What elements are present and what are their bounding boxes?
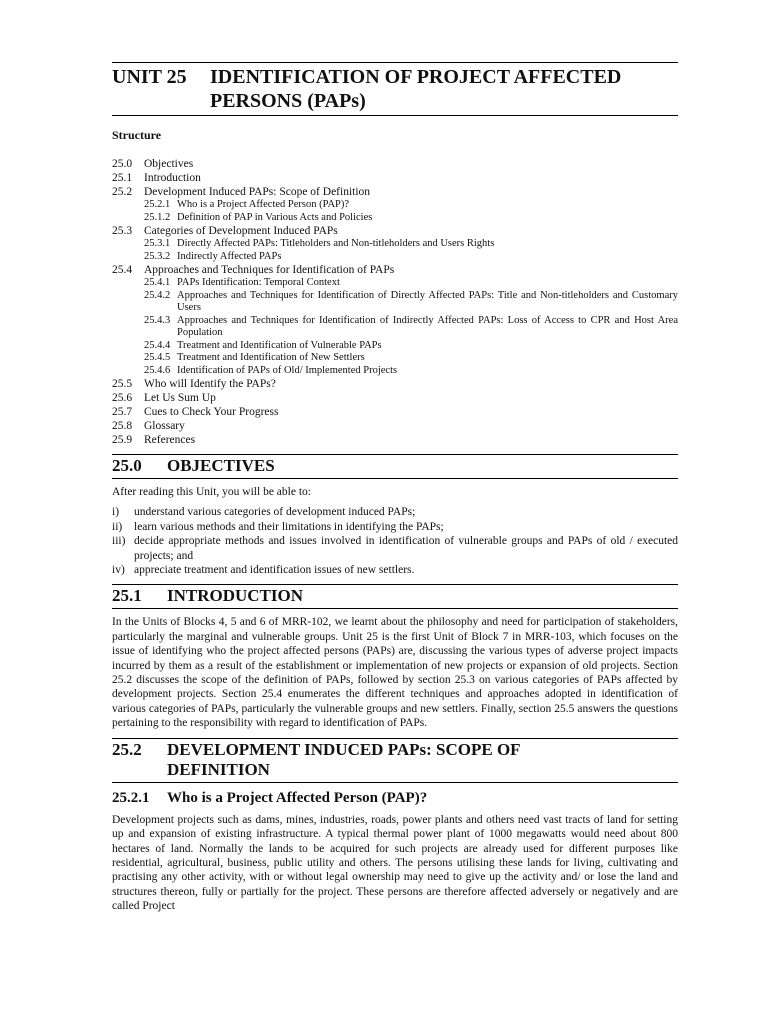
toc-item [112,157,678,171]
toc-item [112,377,678,391]
objectives-intro: After reading this Unit, you will be able to: [112,486,311,498]
toc-item [112,391,678,405]
toc-subitem-text: Identification of PAPs of Old/ Implemented Projects [177,364,398,376]
toc-item [112,224,678,238]
objective-text: learn various methods and their limitations in identifying the PAPs; [134,520,444,533]
toc-item-text: Approaches and Techniques for Identification of PAPs [144,264,395,276]
toc-subitem-text: Indirectly Affected PAPs [177,250,282,262]
toc-item-number: 25.5 [112,378,133,390]
toc-subitem-text: Who is a Project Affected Person (PAP)? [177,199,350,210]
toc-item-text: Introduction [144,172,201,184]
toc-subitem-text: PAPs Identification: Temporal Context [177,277,340,288]
section-title-line1: DEVELOPMENT INDUCED PAPs: SCOPE OF [167,739,521,759]
toc-item-text: Objectives [144,158,194,170]
toc-item-text: Who will Identify the PAPs? [144,378,276,390]
unit-title-line1: IDENTIFICATION OF PROJECT AFFECTED [210,66,622,88]
toc-subitem [112,352,678,365]
subsection-number: 25.2.1 [112,789,150,806]
section-title: OBJECTIVES [167,456,275,475]
pap-paragraph: Development projects such as dams, mines, industries, roads, power plants and others need vast tracts of land for setting up and expansion of existing infrastructure. A typical thermal power plant of 1000 megawatts would need about 800 hectares of land. Normally the lands to be acquired for such projects are already used for different purposes like residential, agricultural, business, public utility and others. The persons utilising these lands for living, cultivating and practising any other activity, with or without legal ownership may need to give up the activity and/ or lose the land and structures thereon, fully or partially for the project. These persons are therefore affected adversely or negatively and are called Project [112,813,678,913]
toc-item-number: 25.9 [112,434,133,446]
section-number: 25.2 [112,739,142,759]
toc-subitem-text: Directly Affected PAPs: Titleholders and Non-titleholders and Users Rights [177,238,495,249]
unit-number: UNIT 25 [112,66,187,88]
toc-subitem-number: 25.4.1 [144,277,171,288]
toc-subitem-text: Definition of PAP in Various Acts and Policies [177,211,373,223]
toc-item-text: Development Induced PAPs: Scope of Definition [144,186,371,198]
objective-item [112,505,678,519]
section-heading-scope [112,738,678,783]
section-heading-objectives [112,454,678,479]
toc-subitem-number: 25.3.1 [144,238,171,249]
toc-subitem [112,212,678,225]
structure-label: Structure [112,128,162,142]
toc-item [112,433,678,447]
introduction-paragraph: In the Units of Blocks 4, 5 and 6 of MRR-102, we learnt about the philosophy and need for participation of stakeholders, particularly the marginal and vulnerable groups. Unit 25 is the first Unit of Block 7 in MRR-103, which focuses on the issue of identifying who the project affected persons (PAPs) are, discussing the various types of adverse project impacts incurred by them as a result of the establishment or implementation of new projects or expansion of old projects. Section 25.2 discusses the scope of the definition of PAPs, followed by section 25.3 on various categories of PAPs affected by development projects. Section 25.4 enumerates the different techniques and approaches adopted in identification of various categories of PAPs, particularly the vulnerable groups and new settlers. Finally, section 25.5 answers the questions pertaining to the responsibility with regard to identification of PAPs. [112,616,678,730]
toc-subitem [112,290,678,315]
toc-item-text: Let Us Sum Up [144,392,216,404]
objective-item [112,563,678,577]
objective-number: iii) [112,535,126,548]
objective-number: ii) [112,520,123,533]
page-content [112,62,678,914]
toc-subitem-number: 25.4.6 [144,364,171,376]
toc-subitem [112,238,678,251]
toc-subitem [112,340,678,353]
toc-item-number: 25.3 [112,225,133,237]
toc-subitem-number: 25.4.2 [144,289,171,301]
toc-item [112,185,678,199]
unit-title-line2: PERSONS (PAPs) [210,90,366,112]
toc-subitem [112,365,678,378]
unit-heading [112,62,678,116]
section-number: 25.0 [112,456,142,475]
section-heading-introduction [112,584,678,609]
toc-subitem-text: Treatment and Identification of Vulnerable PAPs [177,339,382,351]
toc-item-number: 25.1 [112,172,133,184]
toc-item-number: 25.6 [112,392,133,404]
objective-text: appreciate treatment and identification issues of new settlers. [134,564,415,577]
toc-item-text: Categories of Development Induced PAPs [144,225,338,237]
toc-item-number: 25.4 [112,264,133,276]
objectives-list [112,505,678,577]
section-title-line2: DEFINITION [167,759,270,779]
toc-subitem-number: 25.1.2 [144,211,171,223]
table-of-contents [112,157,678,447]
toc-item-text: References [144,434,196,446]
toc-item-number: 25.2 [112,186,133,198]
toc-item-number: 25.0 [112,158,133,170]
objective-number: i) [112,506,120,519]
toc-item [112,419,678,433]
toc-item [112,405,678,419]
toc-item [112,263,678,277]
toc-subitem [112,251,678,264]
toc-subitem-number: 25.4.3 [144,314,171,326]
toc-subitem-text: Treatment and Identification of New Settlers [177,352,365,363]
toc-item-number: 25.7 [112,406,133,418]
toc-subitem [112,315,678,340]
toc-subitem-number: 25.4.5 [144,352,171,363]
objective-text: understand various categories of development induced PAPs; [134,506,416,519]
toc-item-text: Glossary [144,420,185,432]
section-number: 25.1 [112,586,142,606]
subsection-title: Who is a Project Affected Person (PAP)? [167,789,428,806]
objective-text: decide appropriate methods and issues involved in identification of vulnerable groups and PAPs of old / executed projects; and [134,535,678,562]
toc-subitem-number: 25.2.1 [144,199,171,210]
toc-subitem-number: 25.4.4 [144,339,171,351]
toc-item-number: 25.8 [112,420,133,432]
toc-subitem [112,199,678,212]
section-title: INTRODUCTION [167,586,304,606]
toc-item-text: Cues to Check Your Progress [144,406,279,418]
toc-item [112,171,678,185]
objective-item [112,520,678,534]
objective-item [112,534,678,563]
subsection-heading [112,789,678,807]
toc-subitem-text: Approaches and Techniques for Identification of Directly Affected PAPs: Title and Non-titleholders and Customary Users [177,289,678,313]
objective-number: iv) [112,564,125,577]
toc-subitem-text: Approaches and Techniques for Identification of Indirectly Affected PAPs: Loss of Access to CPR and Host Area Population [177,314,678,338]
toc-subitem-number: 25.3.2 [144,250,171,262]
toc-subitem [112,277,678,290]
